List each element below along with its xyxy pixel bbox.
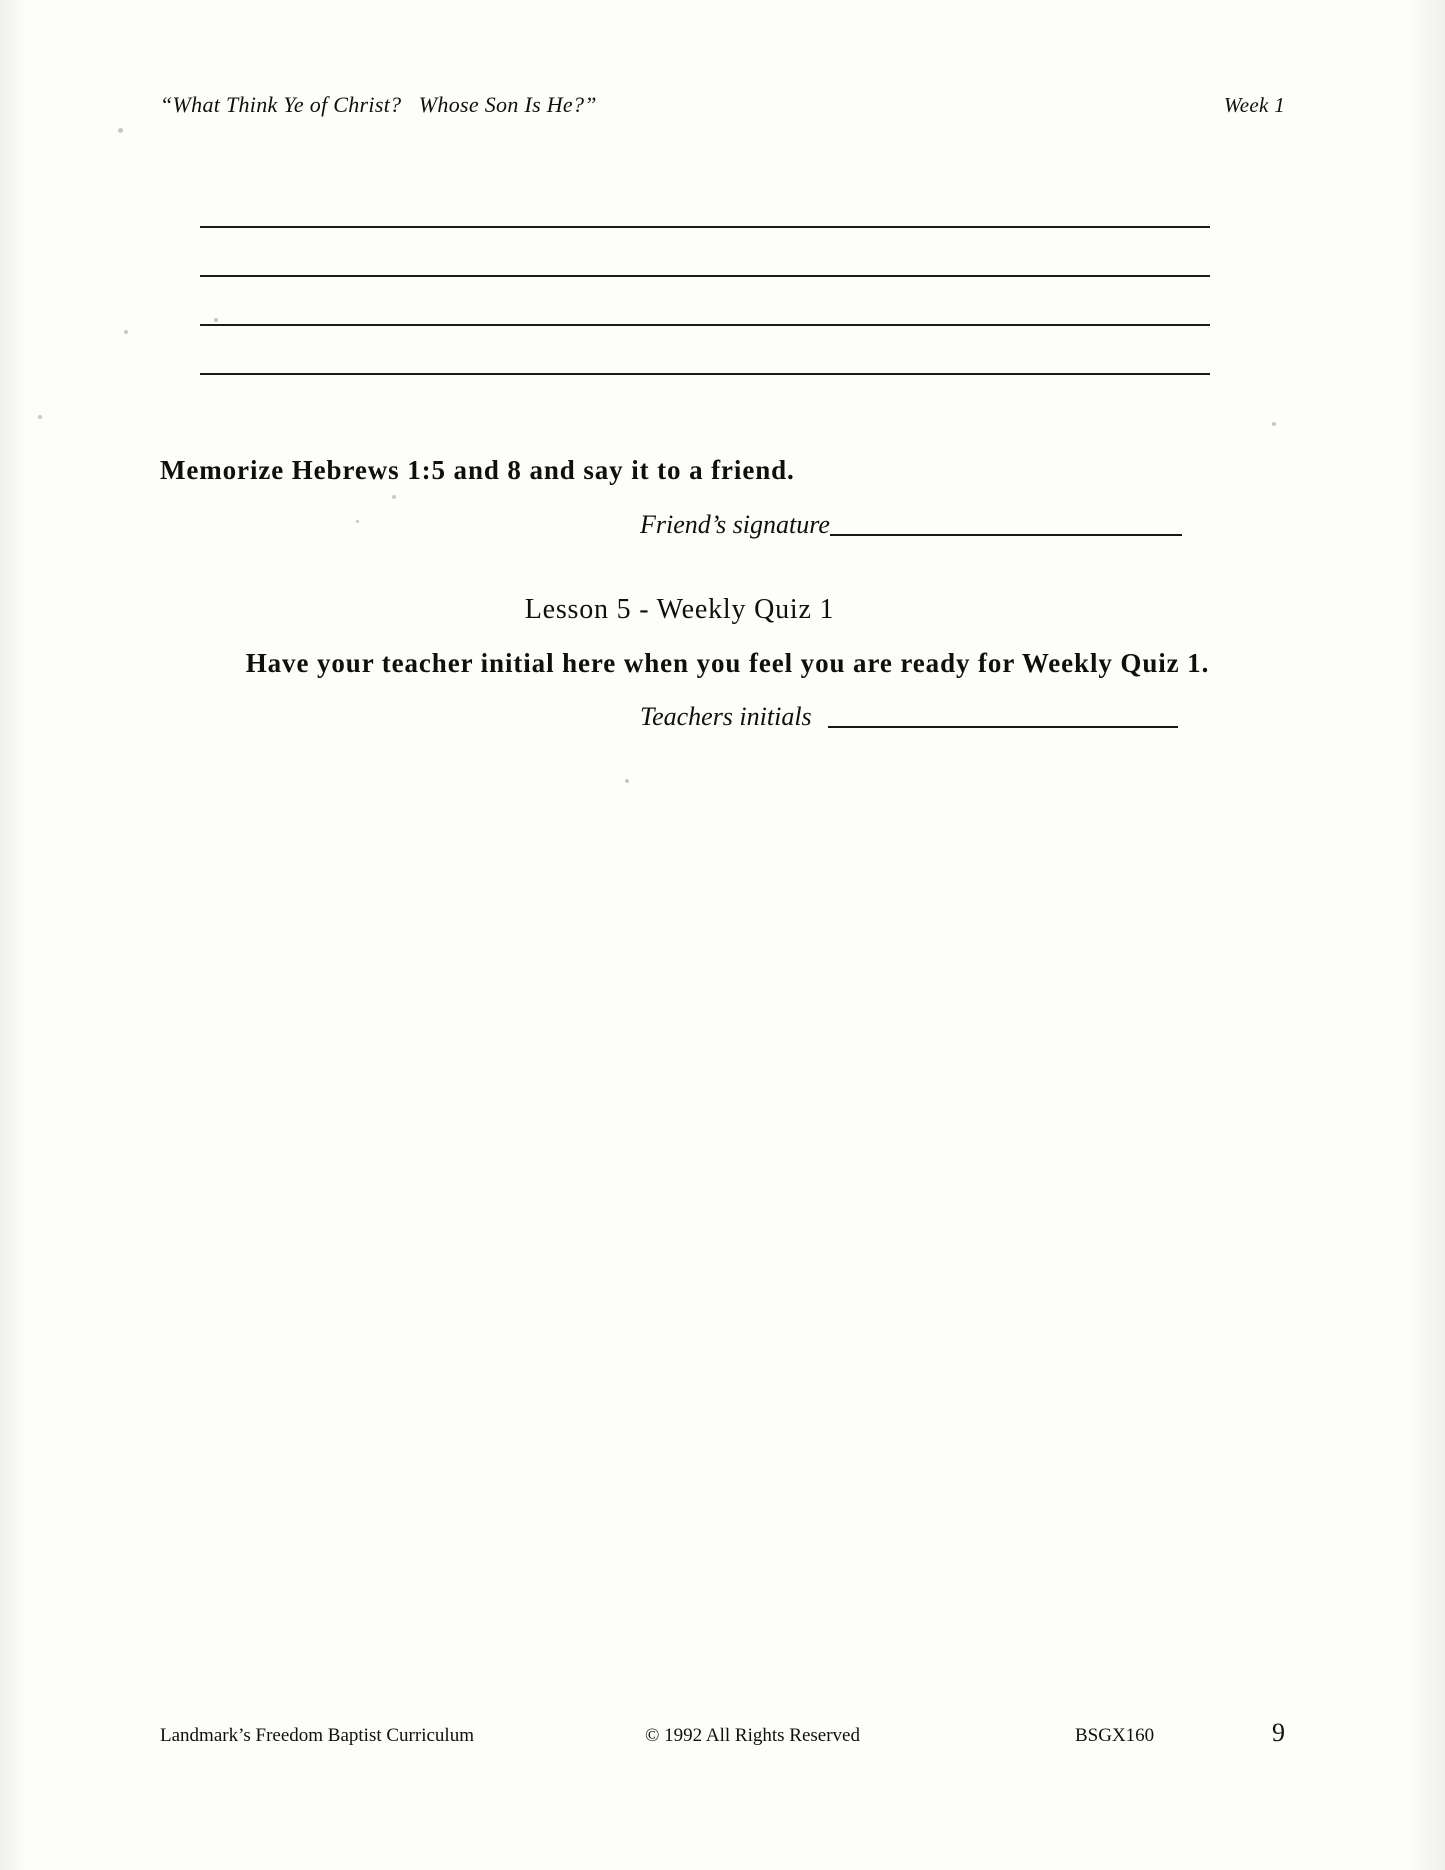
memorize-instruction: Memorize Hebrews 1:5 and 8 and say it to a friend. bbox=[160, 455, 795, 485]
page-header bbox=[160, 92, 1285, 118]
scan-speck bbox=[625, 779, 629, 783]
friend-signature-line[interactable] bbox=[830, 534, 1182, 536]
scan-speck bbox=[1272, 422, 1276, 426]
scan-speck bbox=[38, 415, 42, 419]
answer-line bbox=[200, 277, 1210, 326]
teacher-initial-instruction: Have your teacher initial here when you feel you are ready for Weekly Quiz 1. bbox=[245, 648, 1210, 678]
answer-line bbox=[200, 326, 1210, 375]
scan-speck bbox=[118, 128, 123, 133]
teacher-initials-row bbox=[160, 704, 1285, 732]
answer-line bbox=[200, 228, 1210, 277]
teacher-initials-label: Teachers initials bbox=[640, 702, 812, 731]
header-week-label: Week 1 bbox=[1223, 93, 1285, 117]
friend-signature-label: Friend’s signature bbox=[640, 510, 830, 539]
friend-signature-row bbox=[160, 512, 1285, 540]
lesson-title: Lesson 5 - Weekly Quiz 1 bbox=[524, 594, 835, 625]
footer-document-code: BSGX160 bbox=[1075, 1725, 1155, 1746]
header-title-left: “What Think Ye of Christ? Whose Son Is He?” bbox=[160, 92, 597, 117]
teacher-initials-line[interactable] bbox=[828, 726, 1178, 728]
footer-publisher: Landmark’s Freedom Baptist Curriculum bbox=[160, 1725, 474, 1746]
footer-page-number: 9 bbox=[1272, 1718, 1285, 1747]
answer-line bbox=[200, 178, 1210, 228]
scan-speck bbox=[124, 330, 128, 334]
answer-lines-group bbox=[200, 178, 1210, 375]
page-footer bbox=[160, 1718, 1285, 1748]
footer-copyright: © 1992 All Rights Reserved bbox=[645, 1725, 860, 1746]
scan-speck bbox=[392, 495, 396, 499]
